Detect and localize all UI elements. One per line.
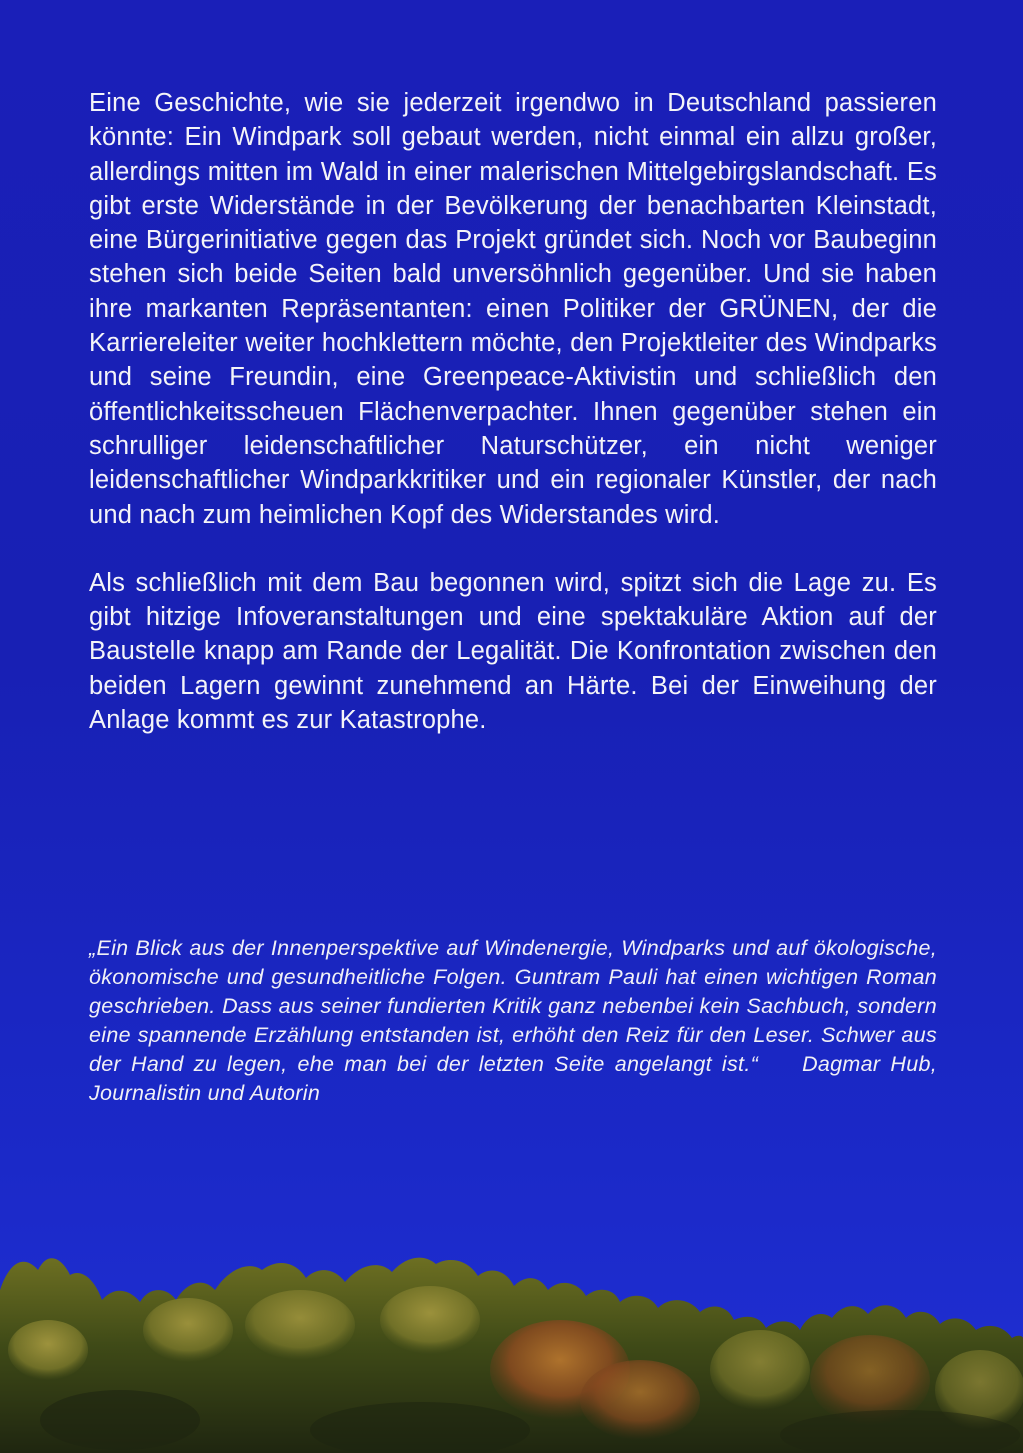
review-quote [89, 934, 937, 1108]
treetops-illustration [0, 1230, 1023, 1453]
blurb-paragraph-1: Eine Geschichte, wie sie jederzeit irgendwo in Deutschland passieren könnte: Ein Windpark soll gebaut werden, nicht einmal ein allzu großer, allerdings mitten im Wald in einer malerischen Mittelgebirgslandschaft. Es gibt erste Widerstände in der Bevölkerung der benachbarten Kleinstadt, eine Bürgerinitiative gegen das Projekt gründet sich. Noch vor Baubeginn stehen sich beide Seiten bald unversöhnlich gegenüber. Und sie haben ihre markanten Repräsentanten: einen Politiker der GRÜNEN, der die Karriereleiter weiter hochklettern möchte, den Projektleiter des Windparks und seine Freundin, eine Greenpeace-Aktivistin und schließlich den öffentlichkeitsscheuen Flächenverpachter. Ihnen gegenüber stehen ein schrulliger leidenschaftlicher Naturschützer, ein nicht weniger leidenschaftlicher Windparkkritiker und ein regionaler Künstler, der nach und nach zum heimlichen Kopf des Widerstandes wird. [89, 89, 937, 529]
quote-author: Dagmar Hub, Journalistin und Autorin [89, 1052, 938, 1105]
blurb-paragraph-2: Als schließlich mit dem Bau begonnen wird, spitzt sich die Lage zu. Es gibt hitzige Infoveranstaltungen und eine spektakuläre Aktion auf der Baustelle knapp am Rande der Legalität. Die Konfrontation zwischen den beiden Lagern gewinnt zunehmend an Härte. Bei der Einweihung der Anlage kommt es zur Katastrophe. [89, 568, 937, 735]
blurb-text [89, 86, 937, 737]
quote-text: „Ein Blick aus der Innenperspektive auf Windenergie, Windparks und auf ökologische, ökonomische und gesundheitliche Folgen. Guntram Pauli hat einen wichtigen Roman geschrieben. Dass aus seiner fundierten Kritik ganz nebenbei kein Sachbuch, sondern eine spannende Erzählung entstanden ist, erhöht den Reiz für den Leser. Schwer aus der Hand zu legen, ehe man bei der letzten Seite angelangt ist.“ [89, 936, 937, 1076]
